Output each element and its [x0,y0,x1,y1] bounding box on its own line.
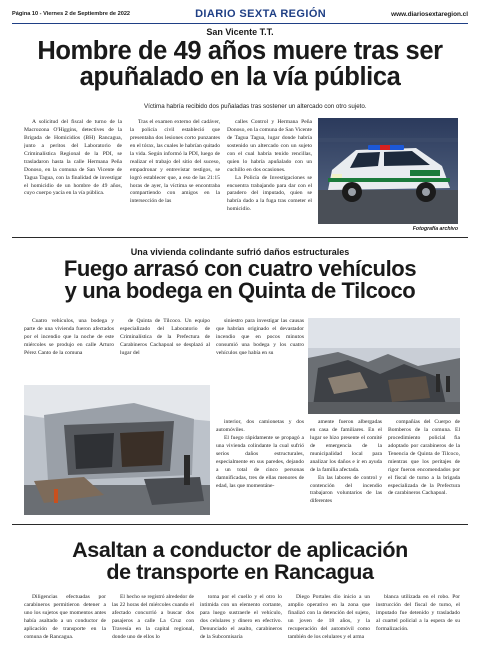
article2-column-6: compañías del Cuerpo de Bomberos de la comuna. El procedimiento policial fia adoptado por carabineros de la Tenencia de Quinta de Tilcoco, mientras que los peritajes de rigor fueron encomendados por el fiscal de turno a la brigada especializada de la Prefectura de carabineros Cachapoal. [388,419,460,497]
article1-column-1: A solicitud del fiscal de turno de la Macrozona O'Higgins, detectives de la Brigada de Homicidios (BH) Rancagua, junto a peritos del Laboratorio de Criminalística Regional de la PDI, se trasladaron hasta la calle Hermana Peña Donoso, en la comuna de San Vicente de Tagua Tagua, con la finalidad de investigar el homicidio de un hombre de 49 años, cuyo cuerpo yacía en la vía pública. [24,119,122,197]
article3-title-line2: de transporte en Rancagua [106,559,374,584]
page-number-date: Página 10 - Viernes 2 de Septiembre de 2022 [12,11,131,17]
article3-column-4: Diego Portales dio inicio a un amplio operativo en la zona que finalizó con la detención del sujeto, un joven de 18 años, y la recuperación del automóvil como también de los celulares y el arma [288,594,370,640]
newspaper-url[interactable]: www.diariosextaregion.cl [391,10,468,18]
article-separator-2 [12,524,468,525]
article3-headline [12,540,468,584]
article1-column-2: Tras el examen externo del cadáver, la policía civil estableció que presentaba dos lesiones corto punzantes en el tórax, las cuales le habrían quitado la vida. Según informó la PDI, luego de realizar el trabajo del sitio del suceso, empadronar y entrevistar testigos, se logró establecer que, a eso de las 21:15 horas de ayer, la víctima se encontraba compartiendo con amigos en la intersección de las [130,119,220,205]
article1-kicker: San Vicente T.T. [206,27,274,37]
fire-damage-photo-right [308,318,460,414]
newspaper-brand: DIARIO SEXTA REGIÓN [195,8,327,20]
article2-column-1: Cuatro vehículos, una bodega y parte de una vivienda fueron afectados por el incendio que la noche de este miércoles se produjo en calle Arturo Pérez Canto de la comuna [24,318,114,356]
photo-caption: Fotografía archivo [412,226,458,232]
article1-title-line1: Hombre de 49 años muere tras ser [37,37,443,65]
article2-title-line2: y una bodega en Quinta de Tilcoco [64,278,416,304]
article3-title-line1: Asaltan a conductor de aplicación [72,538,408,562]
article2-column-5: amente fueron albergadas en casa de familiares. En el lugar se hizo presente el comité de emergencia de la municipalidad local para analizar los daños e ir en ayuda de la familia afectada. En las labores de control y contención del incendio trabajaron voluntarios de las diferentes [310,419,382,505]
article2-column-4: interior, dos camionetas y dos automóviles. El fuego rápidamente se propagó a una vivienda colindante la cual sufrió serios daños estructurales, especialmente en sus paredes, dejando a un total de cinco personas damnificadas, tres de ellas menores de edad, las que momentáne- [216,419,304,489]
article3-column-3: toma por el cuello y el otro lo intimida con un elemento cortante, para luego sustraerle el vehículo, dos celulares y dinero en efectivo. Denunciado el asalto, carabineros de la Subcomisaría [200,594,282,640]
article2-kicker: Una vivienda colindante sufrió daños estructurales [130,247,350,257]
article2-column-3: siniestro para investigar las causas que habrían originado el devastador incendio que en pocos minutos consumió una bodega y los cuatro vehículos que había en su [216,318,304,356]
article2-title-line1: Fuego arrasó con cuatro vehículos [63,256,417,281]
header-rule [12,23,468,24]
article2-column-2: de Quinta de Tilcoco. Un equipo especializado del Laboratorio de Criminalística de la Prefectura de Carabineros Cachapoal se desplazó al lugar del [120,318,210,356]
police-car-photo [318,118,458,224]
article3-column-1: Diligencias efectuadas por carabineros permitieron detener a uno los sujetos que momentos antes había asaltado a un conductor de aplicación de transporte en la comuna de Rancagua. [24,594,106,640]
article1-column-3: calles Control y Hermana Peña Donoso, en la comuna de San Vicente de Tagua Tagua, lugar donde habría sostenido un altercado con un sujeto con el cual habría tenido rencillas, quien lo habría apuñalado con un cuchillo en dos ocasiones. La Policía de Investigaciones se encuentra trabajando para dar con el paradero del imputado, quien se habría dado a la fuga tras cometer el homicidio. [227,119,312,213]
article3-column-2: El hecho se registró alrededor de las 22 horas del miércoles cuando el afectado concurrió a buscar dos pasajeros a calle La Cruz con Travesía en la capital regional, donde uno de ellos lo [112,594,194,640]
article-separator-1 [12,237,468,238]
article2-headline [12,258,468,303]
article1-headline [12,38,468,90]
article3-column-5: blanca utilizada en el robo. Por instrucción del fiscal de turno, el imputado fue detenido y trasladado al cuartel policial a la espera de su formalización. [376,594,460,632]
page-header [12,6,468,22]
article1-subtitle: Víctima habría recibido dos puñaladas tras sostener un altercado con otro sujeto. [144,103,367,110]
article1-title-line2: apuñalado en la vía pública [79,63,401,91]
fire-damage-photo-left [24,385,210,515]
